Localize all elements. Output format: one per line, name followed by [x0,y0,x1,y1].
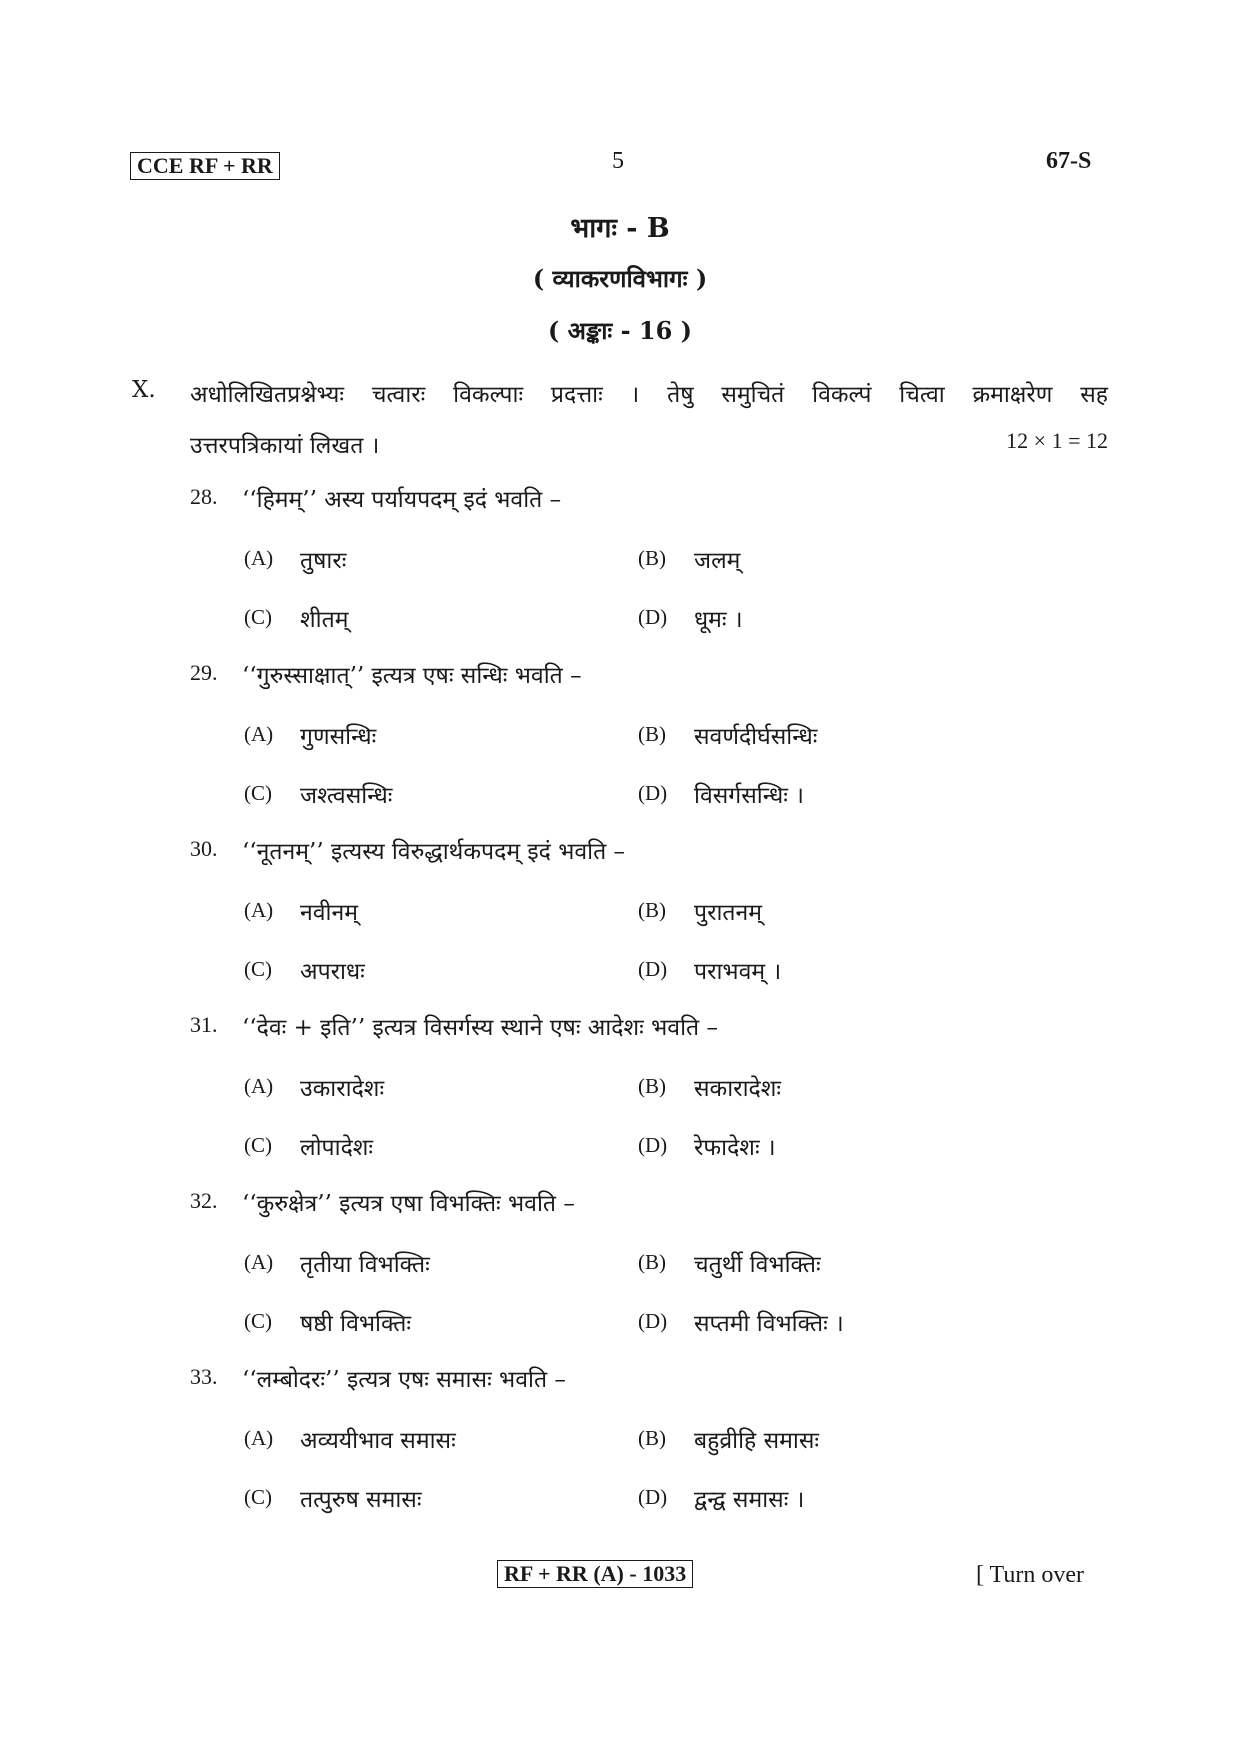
option-text-a: गुणसन्धिः [300,724,377,750]
option-text-c: तत्पुरुष समासः [300,1487,422,1513]
option-text-d: रेफादेशः । [694,1135,776,1161]
section-instruction-line1: अधोलिखितप्रश्नेभ्यः चत्वारः विकल्पाः प्रदत्ताः । तेषु समुचितं विकल्पं चित्वा क्रमाक्षरेण सह [190,382,1108,408]
part-marks: ( अङ्काः - 16 ) [547,316,693,345]
footer-code: RF + RR (A) - 1033 [504,1561,687,1586]
option-letter-b: (B) [638,1074,666,1098]
page-number: 5 [612,148,624,174]
option-letter-a: (A) [244,1250,274,1274]
option-text-b: पुरातनम् [694,900,763,926]
option-text-a: नवीनम् [300,900,359,926]
option-letter-d: (D) [638,1309,668,1333]
option-letter-b: (B) [638,898,666,922]
option-text-c: षष्ठी विभक्तिः [300,1311,412,1337]
question-text: ‘‘देवः + इति’’ इत्यत्र विसर्गस्य स्थाने एषः आदेशः भवति – [242,1015,718,1041]
option-letter-b: (B) [638,722,666,746]
part-subtitle: ( व्याकरणविभागः ) [532,264,708,293]
question-number: 32. [190,1188,218,1213]
option-letter-a: (A) [244,546,274,570]
paper-code: 67-S [1046,148,1092,174]
option-letter-c: (C) [244,1133,272,1157]
question-number: 33. [190,1364,218,1389]
question-text: ‘‘नूतनम्’’ इत्यस्य विरुद्धार्थकपदम् इदं भवति – [242,839,626,865]
option-text-c: जश्त्वसन्धिः [300,783,393,809]
option-letter-a: (A) [244,898,274,922]
option-letter-d: (D) [638,1133,668,1157]
question-text: ‘‘लम्बोदरः’’ इत्यत्र एषः समासः भवति – [242,1367,566,1393]
question-text: ‘‘गुरुस्साक्षात्’’ इत्यत्र एषः सन्धिः भवति – [242,663,582,689]
option-letter-c: (C) [244,605,272,629]
option-letter-d: (D) [638,605,668,629]
option-text-b: सकारादेशः [694,1076,782,1102]
question-number: 30. [190,836,218,861]
option-letter-a: (A) [244,722,274,746]
option-letter-c: (C) [244,957,272,981]
option-text-d: पराभवम् । [694,959,782,985]
option-text-a: अव्ययीभाव समासः [300,1428,456,1454]
question-text: ‘‘हिमम्’’ अस्य पर्यायपदम् इदं भवति – [242,487,562,513]
option-text-d: द्वन्द्व समासः । [694,1487,805,1513]
option-letter-b: (B) [638,1426,666,1450]
option-letter-a: (A) [244,1074,274,1098]
option-letter-a: (A) [244,1426,274,1450]
section-marks: 12 × 1 = 12 [1006,428,1108,453]
option-text-a: तुषारः [300,548,347,574]
option-letter-d: (D) [638,957,668,981]
option-text-b: सवर्णदीर्घसन्धिः [694,724,818,750]
option-text-b: बहुव्रीहि समासः [694,1428,820,1454]
option-letter-d: (D) [638,781,668,805]
footer-code-box [497,1560,693,1588]
option-text-c: लोपादेशः [300,1135,374,1161]
question-number: 28. [190,484,218,509]
option-letter-b: (B) [638,546,666,570]
option-text-d: विसर्गसन्धिः । [694,783,804,809]
option-text-c: शीतम् [300,607,349,633]
option-text-a: उकारादेशः [300,1076,385,1102]
question-number: 29. [190,660,218,685]
option-text-d: सप्तमी विभक्तिः । [694,1311,844,1337]
option-letter-b: (B) [638,1250,666,1274]
option-text-c: अपराधः [300,959,365,985]
question-number: 31. [190,1012,218,1037]
header-code: CCE RF + RR [137,153,273,178]
header-code-box [130,152,280,180]
option-letter-c: (C) [244,1309,272,1333]
section-instruction-line2: उत्तरपत्रिकायां लिखत । [190,433,380,459]
option-letter-d: (D) [638,1485,668,1509]
option-text-b: जलम् [694,548,741,574]
option-text-d: धूमः । [694,607,743,633]
option-letter-c: (C) [244,1485,272,1509]
section-label: X. [132,377,156,403]
option-text-b: चतुर्थी विभक्तिः [694,1252,821,1278]
option-letter-c: (C) [244,781,272,805]
option-text-a: तृतीया विभक्तिः [300,1252,430,1278]
turn-over-label: [ Turn over [976,1562,1085,1588]
question-text: ‘‘कुरुक्षेत्र’’ इत्यत्र एषा विभक्तिः भवति – [242,1191,575,1217]
part-title: भागः - B [570,213,670,244]
